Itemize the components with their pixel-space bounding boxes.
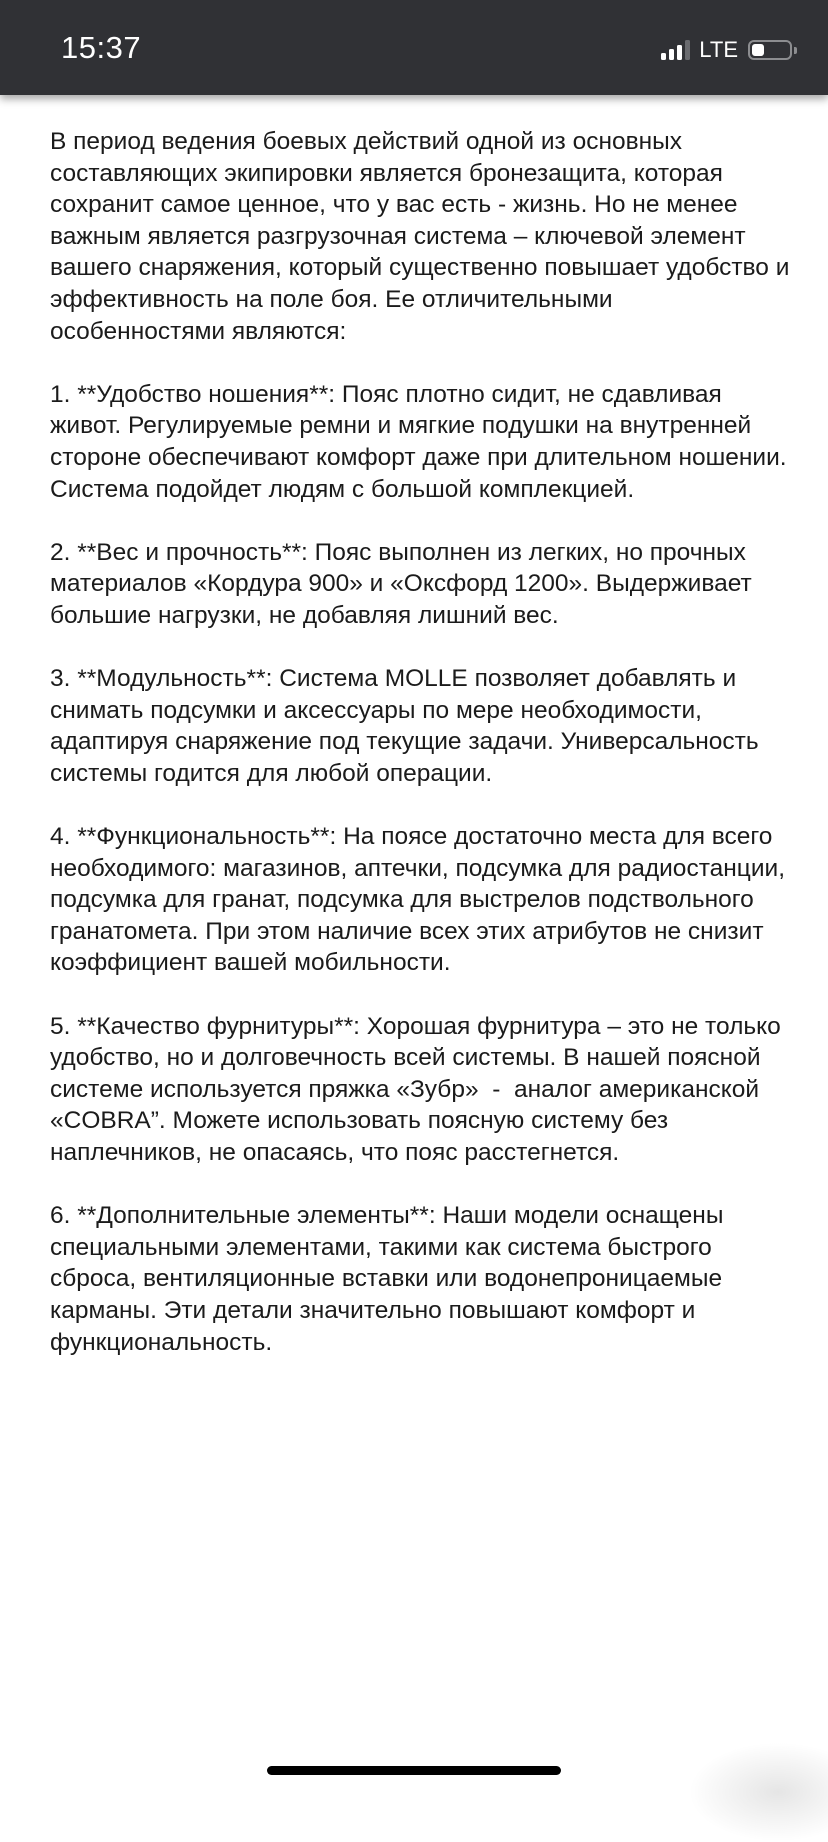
- list-item: 6. **Дополнительные элементы**: Наши модели оснащены специальными элементами, такими как система быстрого сброса, вентиляционные вставки или водонепроницаемые карманы. Эти детали значительно повышают комфорт и функциональность.: [50, 1202, 731, 1356]
- battery-level: [752, 44, 764, 56]
- list-item: 3. **Модульность**: Система MOLLE позволяет добавлять и снимать подсумки и аксессуары по мере необходимости, адаптируя снаряжение под текущие задачи. Универсальность системы годится для любой операции.: [50, 665, 766, 787]
- network-type-label: LTE: [699, 37, 738, 62]
- list-item: 1. **Удобство ношения**: Пояс плотно сидит, не сдавливая живот. Регулируемые ремни и мягкие подушки на внутренней стороне обеспечивают комфорт даже при длительном ношении. Система подойдет людям с большой комплекцией.: [50, 380, 794, 503]
- battery-nub: [794, 47, 797, 54]
- battery-icon: [748, 40, 792, 60]
- list-item: 2. **Вес и прочность**: Пояс выполнен из легких, но прочных материалов «Кордура 900» и «Оксфорд 1200». Выдерживает большие нагрузки, не добавляя лишний вес.: [50, 538, 766, 629]
- list-item: 5. **Качество фурнитуры**: Хорошая фурнитура – это не только удобство, но и долговечность всей системы. В нашей поясной системе используется пряжка «Зубр» - аналог американской «COBRA”. Можете использовать поясную систему без наплечников, не опасаясь, что пояс расстегнется.: [50, 1012, 788, 1166]
- corner-shadow: [688, 1742, 828, 1842]
- home-indicator[interactable]: [267, 1766, 561, 1775]
- list-item: 4. **Функциональность**: На поясе достаточно места для всего необходимого: магазинов, аптечки, подсумка для радиостанции, подсумка для гранат, подсумка для выстрелов подствольного гранатомета. При этом наличие всех этих атрибутов не снизит коэффициент вашей мобильности.: [50, 823, 792, 977]
- signal-icon: [661, 40, 690, 60]
- status-bar: [0, 0, 828, 95]
- document-text: [50, 126, 797, 1390]
- intro-paragraph: В период ведения боевых действий одной из основных составляющих экипировки является бронезащита, которая сохранит самое ценное, что у вас есть - жизнь. Но не менее важным является разгрузочная система – ключевой элемент вашего снаряжения, который существенно повышает удобство и эффективность на поле боя. Ее отличительными особенностями являются:: [50, 128, 797, 345]
- status-indicators: [661, 38, 792, 62]
- status-time: 15:37: [61, 30, 142, 65]
